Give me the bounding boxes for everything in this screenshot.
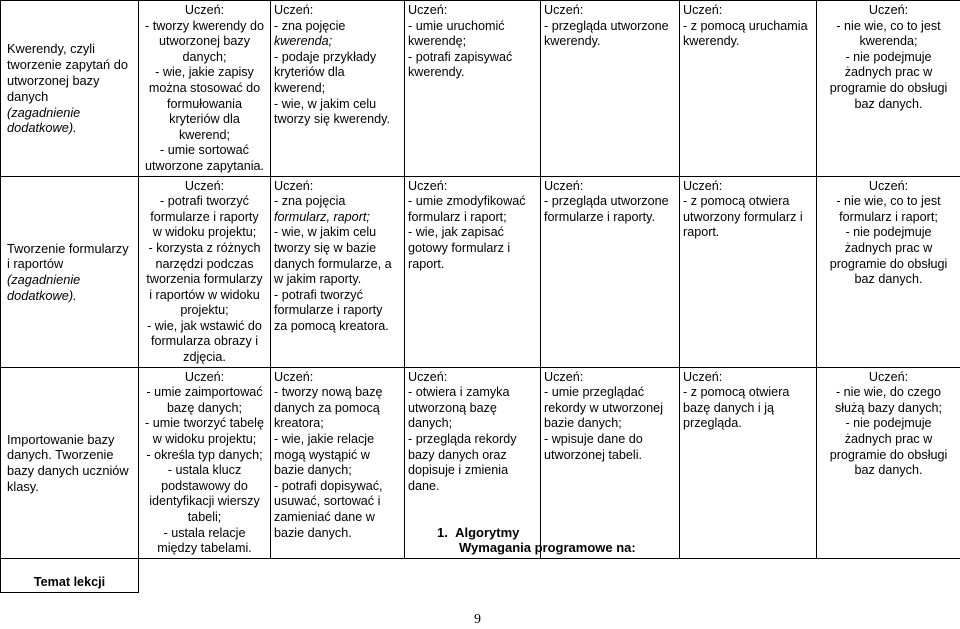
requirement-cell: [817, 1, 960, 177]
requirement-line: - z pomocą uruchamia: [683, 18, 808, 33]
header-blank: [139, 558, 960, 592]
requirement-line: tworzenia formularzy: [146, 272, 263, 287]
requirement-line: przegląda.: [683, 416, 742, 431]
requirement-line: tworzy się w bazie: [274, 240, 377, 255]
table-row: [1, 1, 960, 177]
requirement-line: Uczeń:: [544, 369, 584, 384]
requirement-line: żadnych prac w: [844, 65, 933, 80]
requirement-cell: [139, 176, 271, 367]
requirement-line: dane.: [408, 478, 440, 493]
topic-line: i raportów: [7, 256, 64, 272]
requirement-cell: [680, 176, 817, 367]
requirement-line: Uczeń:: [408, 369, 448, 384]
requirement-line: - przegląda utworzone: [544, 18, 669, 33]
requirement-line: Uczeń:: [184, 178, 225, 193]
requirement-cell: [139, 1, 271, 177]
requirements-header: Wymagania programowe na:: [459, 540, 636, 555]
topic-line: Tworzenie formularzy: [7, 240, 129, 256]
requirement-line: - nie wie, co to jest: [836, 194, 941, 209]
requirement-line: danych formularze, a: [274, 256, 392, 271]
requirement-line: baz danych.: [854, 96, 923, 111]
topic-note-line: (zagadnienie: [7, 272, 81, 288]
requirement-line: - przegląda rekordy: [408, 432, 517, 447]
requirement-line: - umie sortować: [160, 143, 249, 158]
requirement-line: - wie, w jakim celu: [274, 96, 377, 111]
requirement-line: gotowy formularz i: [408, 240, 511, 255]
requirement-line: - umie zaimportować: [146, 385, 263, 400]
requirement-cell: [271, 176, 405, 367]
requirement-line: w jakim raporty.: [274, 272, 362, 287]
requirement-line: bazie danych.: [274, 525, 352, 540]
requirement-line: bazę danych i ją: [683, 400, 775, 415]
requirement-line: Uczeń:: [868, 178, 909, 193]
topic-line: danych: [7, 88, 49, 104]
topic-line: danych. Tworzenie: [7, 447, 114, 463]
requirement-line: utworzoną bazę: [408, 400, 497, 415]
lesson-topic-header: Temat lekcji: [1, 558, 139, 592]
requirement-line: - nie wie, do czego: [835, 385, 941, 400]
table-row: [1, 176, 960, 367]
requirement-line: zdjęcia.: [183, 350, 226, 365]
requirement-line: formularza obrazy i: [150, 334, 259, 349]
requirement-cell: [271, 367, 405, 558]
requirement-line: - podaje przykłady: [274, 49, 377, 64]
requirement-line: - nie podejmuje: [845, 416, 932, 431]
requirement-line: - wie, jak zapisać: [408, 225, 504, 240]
lesson-topic-cell: [1, 1, 139, 177]
requirement-line: Uczeń:: [683, 178, 723, 193]
requirement-line: - potrafi zapisywać: [408, 49, 513, 64]
requirement-line: żadnych prac w: [844, 432, 933, 447]
page-number: 9: [474, 612, 481, 627]
requirement-line: - przegląda utworzone: [544, 194, 669, 209]
requirement-line: można stosować do: [148, 80, 261, 95]
requirement-line: Uczeń:: [184, 369, 225, 384]
requirement-line: raport.: [683, 225, 720, 240]
requirement-line: - umie zmodyfikować: [408, 194, 526, 209]
requirement-line: narzędzi podczas: [155, 256, 254, 271]
requirement-line: - umie przeglądać: [544, 385, 645, 400]
requirement-line: Uczeń:: [544, 3, 584, 17]
requirement-line: utworzonej tabeli.: [544, 447, 643, 462]
requirement-line: - tworzy nową bazę: [274, 385, 383, 400]
requirement-line: danych;: [182, 49, 227, 64]
requirement-line: formularz i raport;: [408, 209, 507, 224]
requirement-line: bazie danych;: [544, 416, 622, 431]
requirement-line: - z pomocą otwiera: [683, 385, 790, 400]
requirement-line: Uczeń:: [868, 3, 909, 17]
requirement-line: służą bazy danych;: [834, 400, 943, 415]
requirement-line: dopisuje i zmienia: [408, 463, 509, 478]
header-row: [1, 558, 960, 592]
requirement-cell: [541, 176, 680, 367]
requirement-line: - wie, jakie zapisy: [155, 65, 254, 80]
requirement-line: formułowania: [167, 96, 242, 111]
requirement-line: - potrafi dopisywać,: [274, 478, 383, 493]
requirement-line: kryteriów dla: [169, 112, 240, 127]
requirement-line: bazę danych;: [167, 400, 242, 415]
requirement-line: - zna pojęcia: [274, 194, 346, 209]
requirement-line: utworzone zapytania.: [144, 158, 264, 173]
requirement-line: kwerend;: [178, 127, 231, 142]
requirement-line: kwerend;: [274, 80, 326, 95]
requirement-line: programie do obsługi: [829, 447, 948, 462]
requirement-line: tworzy się kwerendy.: [274, 112, 390, 127]
requirement-line: - ustala klucz: [167, 463, 242, 478]
requirement-line: między tabelami.: [157, 541, 252, 556]
requirement-line: danych za pomocą: [274, 400, 380, 415]
topic-note-line: dodatkowe).: [7, 120, 77, 136]
requirement-cell: [680, 367, 817, 558]
lesson-topic-cell: [1, 367, 139, 558]
requirement-line: baz danych.: [854, 463, 923, 478]
topic-line: utworzonej bazy: [7, 72, 100, 88]
requirement-line: - nie podejmuje: [845, 225, 932, 240]
requirement-line: projektu;: [180, 303, 229, 318]
requirement-line: rekordy w utworzonej: [544, 400, 663, 415]
requirement-line: w widoku projektu;: [152, 225, 257, 240]
requirement-cell: [680, 1, 817, 177]
requirement-line: utworzony formularz i: [683, 209, 803, 224]
requirement-line: podstawowy do: [161, 478, 248, 493]
section-number: 1.: [437, 525, 448, 540]
requirement-line: raport.: [408, 256, 445, 271]
table-body: [1, 1, 960, 593]
requirement-line: bazie danych;: [274, 463, 352, 478]
requirement-line: za pomocą kreatora.: [274, 318, 389, 333]
requirement-cell: [405, 176, 541, 367]
requirement-line: kwerendy.: [408, 65, 465, 80]
requirement-line: zamieniać dane w: [274, 510, 375, 524]
requirement-line: - wie, jakie relacje: [274, 432, 375, 447]
requirement-line: kryteriów dla: [274, 65, 345, 80]
requirement-line: utworzonej bazy: [158, 34, 250, 49]
topic-line: bazy danych uczniów: [7, 463, 129, 479]
requirement-line: mogą wystąpić w: [274, 447, 370, 462]
lesson-topic-cell: [1, 176, 139, 367]
requirement-line: formularze i raporty: [274, 303, 383, 318]
requirement-line: - wie, jak wstawić do: [147, 318, 262, 333]
requirement-line: formularze i raporty.: [544, 209, 656, 224]
requirement-line: formularze i raporty: [150, 209, 259, 224]
requirement-line: Uczeń:: [274, 3, 314, 17]
requirement-cell: [271, 1, 405, 177]
requirement-line: Uczeń:: [184, 3, 225, 17]
requirement-line: identyfikacji wierszy: [149, 494, 260, 509]
requirement-line: danych;: [408, 416, 453, 431]
requirement-line: - z pomocą otwiera: [683, 194, 790, 209]
requirement-line: Uczeń:: [683, 3, 723, 17]
requirement-line: żadnych prac w: [844, 240, 933, 255]
requirement-line: Uczeń:: [274, 178, 314, 193]
requirement-line: usuwać, sortować i: [274, 494, 381, 509]
requirement-line: - potrafi tworzyć: [274, 287, 363, 302]
requirement-line: - nie podejmuje: [845, 49, 932, 64]
requirement-line: kwerenda;: [274, 34, 333, 49]
requirement-line: - ustala relacje: [163, 525, 246, 540]
requirement-line: kwerendy.: [544, 34, 601, 49]
topic-line: tworzenie zapytań do: [7, 57, 128, 73]
requirement-cell: [405, 1, 541, 177]
requirement-cell: [817, 367, 960, 558]
requirement-line: w widoku projektu;: [152, 432, 257, 447]
section-title: Algorytmy: [455, 525, 520, 540]
requirement-cell: [541, 1, 680, 177]
requirement-line: programie do obsługi: [829, 256, 948, 271]
requirement-line: Uczeń:: [408, 178, 448, 193]
requirement-line: Uczeń:: [683, 369, 723, 384]
requirement-line: kreatora;: [274, 416, 324, 431]
topic-note-line: dodatkowe).: [7, 287, 77, 303]
requirement-line: Uczeń:: [544, 178, 584, 193]
topic-note-line: (zagadnienie: [7, 104, 81, 120]
requirement-line: i raportów w widoku: [149, 287, 260, 302]
requirement-line: - nie wie, co to jest: [836, 18, 941, 33]
requirement-line: formularz i raport;: [839, 209, 938, 224]
topic-line: Kwerendy, czyli: [7, 41, 95, 57]
topic-line: Importowanie bazy: [7, 431, 115, 447]
requirement-line: kwerendę;: [408, 34, 467, 49]
requirement-line: - wpisuje dane do: [544, 432, 643, 447]
requirement-line: Uczeń:: [408, 3, 448, 17]
requirement-line: - otwiera i zamyka: [408, 385, 510, 400]
requirement-line: tabeli;: [187, 510, 222, 524]
requirement-line: - zna pojęcie: [274, 18, 346, 33]
requirement-line: baz danych.: [854, 272, 923, 287]
requirement-line: Uczeń:: [868, 369, 909, 384]
requirement-line: - tworzy kwerendy do: [145, 18, 264, 33]
requirement-line: kwerendy.: [683, 34, 740, 49]
requirement-line: - umie tworzyć tabelę: [145, 416, 264, 431]
requirement-line: - potrafi tworzyć: [160, 194, 249, 209]
requirement-line: Uczeń:: [274, 369, 314, 384]
topic-line: klasy.: [7, 479, 39, 495]
requirement-cell: [541, 367, 680, 558]
requirement-line: programie do obsługi: [829, 80, 948, 95]
requirement-line: - wie, w jakim celu: [274, 225, 377, 240]
section-heading: [437, 525, 519, 540]
requirement-line: - korzysta z różnych: [148, 240, 261, 255]
requirement-line: - umie uruchomić: [408, 18, 505, 33]
requirement-line: formularz, raport;: [274, 209, 370, 224]
requirement-line: - określa typ danych;: [146, 447, 263, 462]
requirement-cell: [817, 176, 960, 367]
requirement-cell: [139, 367, 271, 558]
requirement-line: kwerenda;: [859, 34, 918, 49]
requirement-line: bazy danych oraz: [408, 447, 507, 462]
